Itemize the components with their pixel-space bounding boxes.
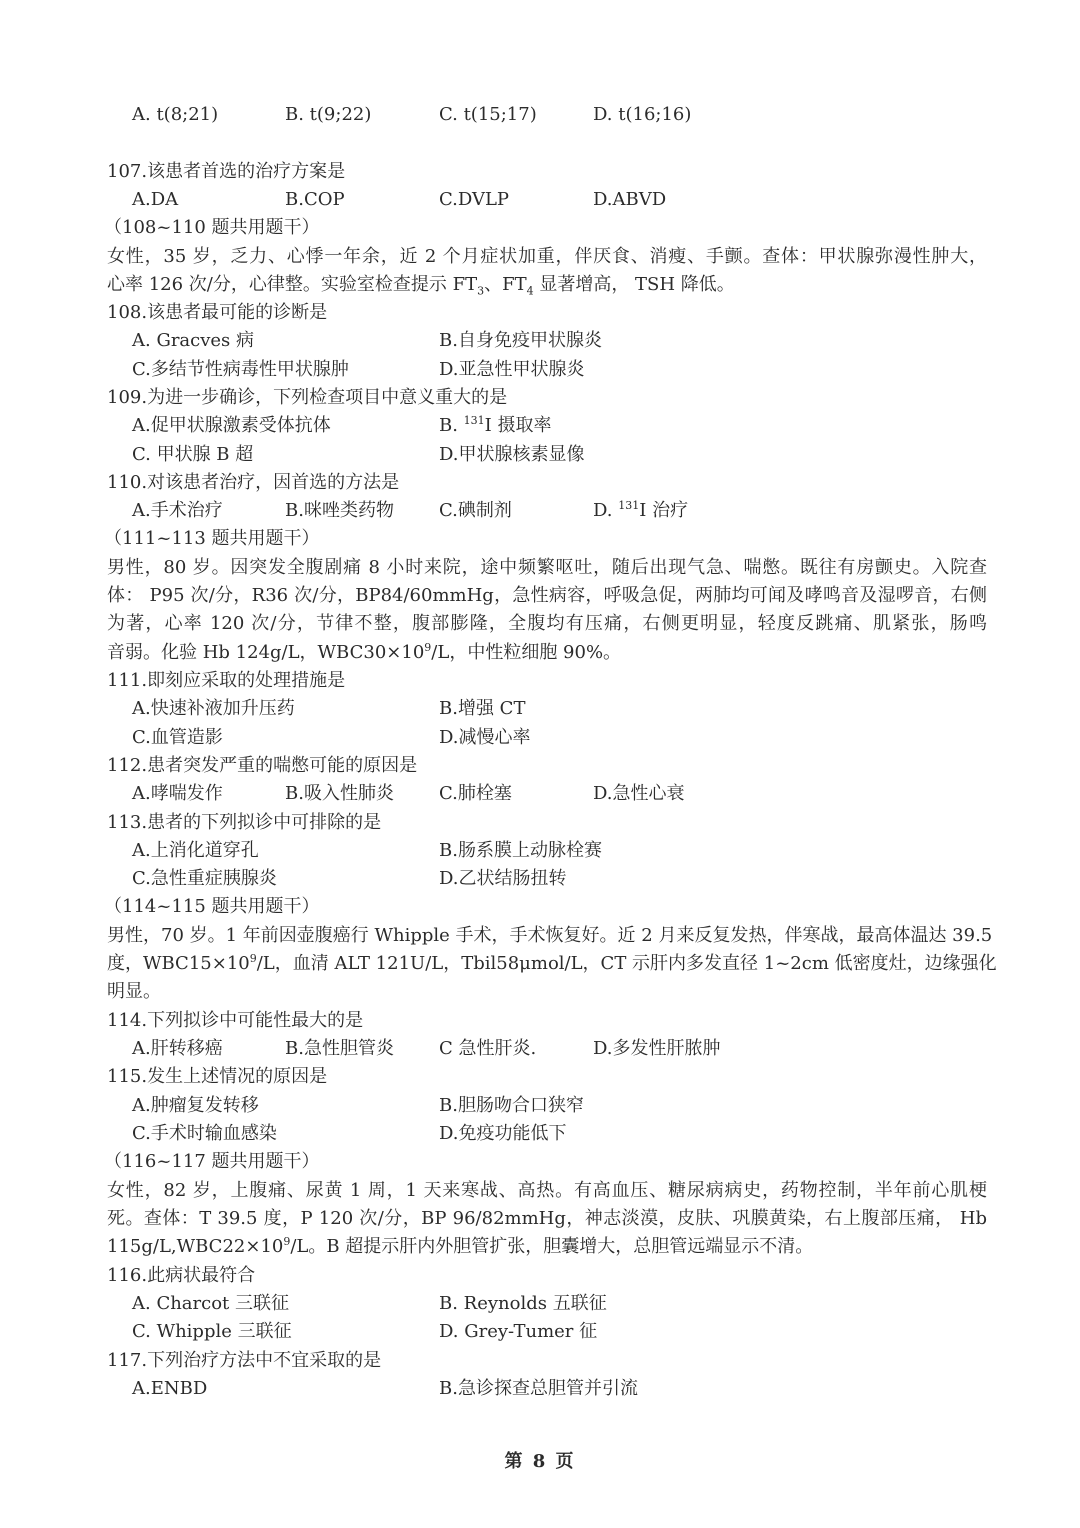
q115-option-d: D.免疫功能低下 <box>439 1123 567 1144</box>
q108-option-b: B.自身免疫甲状腺炎 <box>439 330 602 351</box>
group108-line-2: 心率 126 次/分，心律整。实验室检查提示 $FT_3$、$FT_4$ 显著增高， TSH 降低。 <box>107 274 735 298</box>
q109-options-row-2 <box>107 441 987 469</box>
q114-options <box>107 1035 987 1063</box>
group116-line-2: 死。查体：T 39.5 度，P 120 次/分，BP 96/82mmHg，神志淡漠，皮肤、巩膜黄染，右上腹部压痛， Hb <box>107 1208 987 1229</box>
group114-header: （114~115 题共用题干） <box>104 896 320 917</box>
group116-line-1: 女性，82 岁，上腹痛、尿黄 1 周，1 天来寒战、高热。有高血压、糖尿病病史，药物控制，半年前心肌梗 <box>107 1180 987 1201</box>
q107-option-d: D.ABVD <box>593 189 667 210</box>
page-number: 第 8 页 <box>504 1451 576 1472</box>
q114-option-b: B.急性胆管炎 <box>285 1038 394 1059</box>
q110-option-c: C.碘制剂 <box>439 500 512 521</box>
group116-header: （116~117 题共用题干） <box>104 1151 320 1172</box>
q113-options-row-1 <box>107 837 987 865</box>
q116-stem: 116.此病状最符合 <box>107 1265 256 1286</box>
group114-line-2: 度，$WBC15\times 10^9/L$，血清 ALT 121U/L，Tbil58μmol/L，CT 示肝内多发直径 1~2cm 低密度灶，边缘强化 <box>107 952 997 974</box>
q115-option-b: B.胆肠吻合口狭窄 <box>439 1095 584 1116</box>
group111-line-1: 男性，80 岁。因突发全腹剧痛 8 小时来院，途中频繁呕吐，随后出现气急、喘憋。既往有房颤史。入院查 <box>107 557 987 578</box>
q111-option-c: C.血管造影 <box>132 727 223 748</box>
q117-option-b: B.急诊探查总胆管并引流 <box>439 1378 638 1399</box>
group114-line-1: 男性，70 岁。1 年前因壶腹癌行 Whipple 手术，手术恢复好。近 2 月来反复发热，伴寒战，最高体温达 39.5 <box>107 925 993 946</box>
q108-options-row-1 <box>107 327 987 355</box>
q109-option-c: C. 甲状腺 B 超 <box>132 444 254 465</box>
group108-header: （108~110 题共用题干） <box>104 217 320 238</box>
q112-options <box>107 780 987 808</box>
q111-option-b: B.增强 CT <box>439 698 526 719</box>
q115-option-a: A.肿瘤复发转移 <box>132 1095 259 1116</box>
q113-option-c: C.急性重症胰腺炎 <box>132 868 277 889</box>
q113-option-a: A.上消化道穿孔 <box>132 840 259 861</box>
q112-option-a: A.哮喘发作 <box>132 783 223 804</box>
q111-option-a: A.快速补液加升压药 <box>132 698 295 719</box>
group111-line-4: 音弱。化验 Hb 124g/L，$WBC30\times 10^9/L$，中性粒细胞 90%。 <box>107 641 622 663</box>
q116-option-b: B. Reynolds 五联征 <box>439 1293 607 1314</box>
q112-option-b: B.吸入性肺炎 <box>285 783 394 804</box>
q116-options-row-1 <box>107 1290 987 1318</box>
q110-options <box>107 497 987 525</box>
group108-line-1: 女性，35 岁，乏力、心悸一年余，近 2 个月症状加重，伴厌食、消瘦、手颤。查体：甲状腺弥漫性肿大， <box>107 246 987 267</box>
q110-option-d: D. $^{131}$I 治疗 <box>593 499 689 521</box>
q111-options-row-2 <box>107 724 987 752</box>
q113-stem: 113.患者的下列拟诊中可排除的是 <box>107 812 382 833</box>
q108-option-c: C.多结节性病毒性甲状腺肿 <box>132 359 349 380</box>
q115-options-row-2 <box>107 1120 987 1148</box>
q107-stem: 107.该患者首选的治疗方案是 <box>107 161 346 182</box>
q107-option-c: C.DVLP <box>439 189 510 210</box>
q108-options-row-2 <box>107 356 987 384</box>
group111-header: （111~113 题共用题干） <box>104 528 320 549</box>
q111-stem: 111.即刻应采取的处理措施是 <box>107 670 346 691</box>
group111-line-3: 为著，心率 120 次/分，节律不整，腹部膨隆，全腹均有压痛，右侧更明显，轻度反跳痛、肌紧张，肠鸣 <box>107 613 987 634</box>
q114-option-a: A.肝转移癌 <box>132 1038 223 1059</box>
q112-option-d: D.急性心衰 <box>593 783 685 804</box>
q110-stem: 110.对该患者治疗，因首选的方法是 <box>107 472 400 493</box>
q112-stem: 112.患者突发严重的喘憋可能的原因是 <box>107 755 418 776</box>
q110-option-b: B.咪唑类药物 <box>285 500 394 521</box>
q109-option-b: B. $^{131}$I 摄取率 <box>439 414 552 436</box>
q112-option-c: C.肺栓塞 <box>439 783 512 804</box>
q113-option-b: B.肠系膜上动脉栓赛 <box>439 840 602 861</box>
q107-option-b: B.COP <box>285 189 345 210</box>
q108-option-a: A. Gracves 病 <box>132 330 255 351</box>
q117-option-a: A.ENBD <box>132 1378 208 1399</box>
q109-options-row-1 <box>107 412 987 440</box>
q108-stem: 108.该患者最可能的诊断是 <box>107 302 328 323</box>
q117-stem: 117.下列治疗方法中不宜采取的是 <box>107 1350 382 1371</box>
q106-option-a: A. t(8;21) <box>132 104 219 125</box>
q115-option-c: C.手术时输血感染 <box>132 1123 277 1144</box>
q106-options <box>107 101 987 129</box>
group114-line-3: 明显。 <box>107 981 161 1002</box>
q107-options <box>107 186 987 214</box>
q115-stem: 115.发生上述情况的原因是 <box>107 1066 328 1087</box>
q111-option-d: D.减慢心率 <box>439 727 531 748</box>
q117-options <box>107 1375 987 1403</box>
q109-option-d: D.甲状腺核素显像 <box>439 444 585 465</box>
q111-options-row-1 <box>107 695 987 723</box>
q114-option-d: D.多发性肝脓肿 <box>593 1038 721 1059</box>
q115-options-row-1 <box>107 1092 987 1120</box>
q116-option-a: A. Charcot 三联征 <box>132 1293 290 1314</box>
q106-option-d: D. t(16;16) <box>593 104 692 125</box>
q110-option-a: A.手术治疗 <box>132 500 223 521</box>
q116-options-row-2 <box>107 1318 987 1346</box>
q116-option-c: C. Whipple 三联征 <box>132 1321 292 1342</box>
q114-stem: 114.下列拟诊中可能性最大的是 <box>107 1010 364 1031</box>
group111-line-2: 体： P95 次/分，R36 次/分，BP84/60mmHg，急性病容，呼吸急促，两肺均可闻及哮鸣音及湿啰音，右侧 <box>107 585 987 606</box>
q113-option-d: D.乙状结肠扭转 <box>439 868 567 889</box>
q106-option-b: B. t(9;22) <box>285 104 372 125</box>
q108-option-d: D.亚急性甲状腺炎 <box>439 359 585 380</box>
q107-option-a: A.DA <box>132 189 179 210</box>
q109-stem: 109.为进一步确诊，下列检查项目中意义重大的是 <box>107 387 508 408</box>
q109-option-a: A.促甲状腺激素受体抗体 <box>132 415 331 436</box>
q106-option-c: C. t(15;17) <box>439 104 537 125</box>
q114-option-c: C 急性肝炎. <box>439 1038 537 1059</box>
group116-line-3: $115g/L,WBC22\times 10^9/L$。B 超提示肝内外胆管扩张，胆囊增大，总胆管远端显示不清。 <box>107 1235 814 1257</box>
q116-option-d: D. Grey-Tumer 征 <box>439 1321 598 1342</box>
q113-options-row-2 <box>107 865 987 893</box>
